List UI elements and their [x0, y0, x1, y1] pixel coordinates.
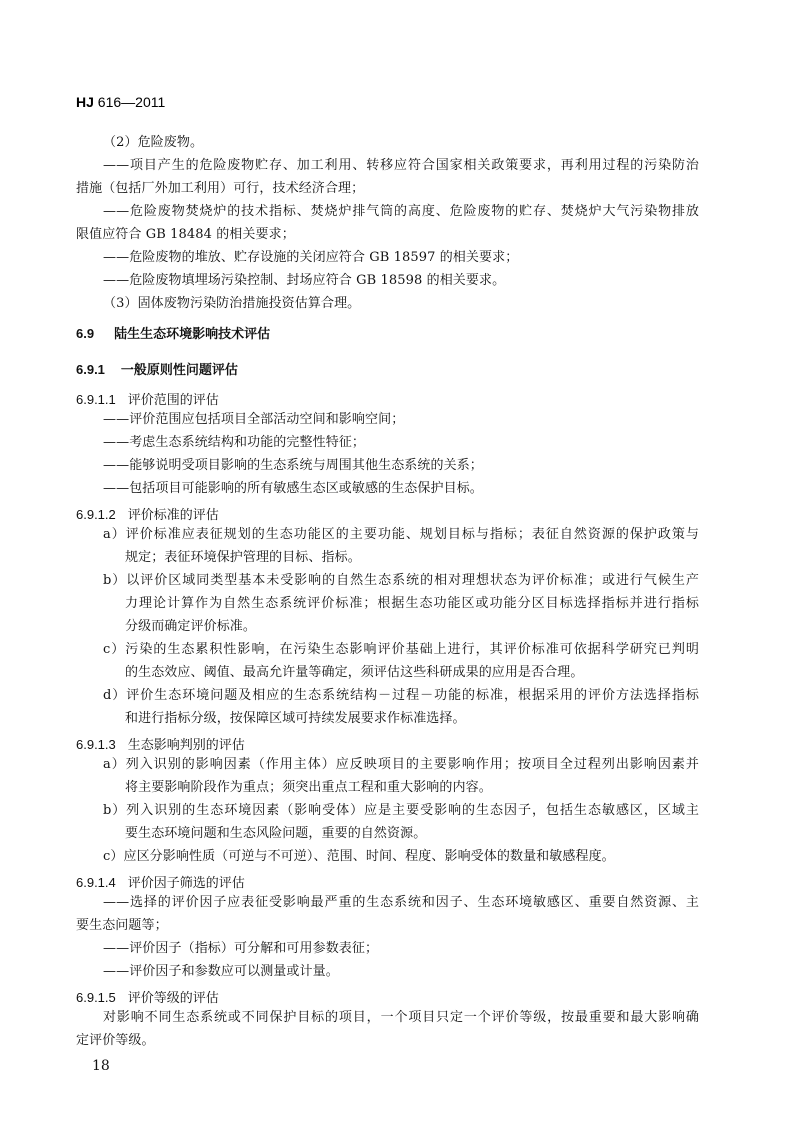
subsection-number: 6.9.1.4: [76, 875, 116, 890]
standard-prefix: HJ: [76, 94, 94, 110]
list-item: c）污染的生态累积性影响，在污染生态影响评价基础上进行，其评价标准可依据科学研究已判明: [103, 642, 699, 657]
list-item-continuation: 和进行指标分级，按保障区域可持续发展要求作标准选择。: [125, 711, 466, 726]
text-line: （2）危险废物。: [103, 135, 204, 150]
list-item: ——能够说明受项目影响的生态系统与周围其他生态系统的关系；: [103, 458, 483, 473]
list-item: ——评价因子和参数应可以测量或计量。: [103, 964, 339, 979]
section-heading-6-9: [76, 323, 270, 342]
list-item: ——考虑生态系统结构和功能的完整性特征；: [103, 435, 366, 450]
section-title: 一般原则性问题评估: [120, 362, 238, 377]
list-item-continuation: 要生态环境问题和生态风险问题，重要的自然资源。: [125, 826, 427, 841]
subsection-heading-6-9-1-2: [76, 504, 219, 523]
list-item-continuation: 要生态问题等；: [76, 918, 168, 933]
subsection-heading-6-9-1-1: [76, 389, 219, 408]
text-line: 限值应符合 GB 18484 的相关要求；: [76, 227, 295, 242]
text-line: ——危险废物填埋场污染控制、封场应符合 GB 18598 的相关要求。: [103, 273, 506, 288]
section-heading-6-9-1: [76, 359, 238, 378]
section-number: 6.9: [76, 326, 95, 341]
subsection-title: 生态影响判别的评估: [127, 738, 245, 753]
text-line: ——危险废物的堆放、贮存设施的关闭应符合 GB 18597 的相关要求；: [103, 250, 519, 265]
text-line: （3）固体废物污染防治措施投资估算合理。: [103, 296, 361, 311]
list-item: ——选择的评价因子应表征受影响最严重的生态系统和因子、生态环境敏感区、重要自然资源、主: [103, 895, 699, 910]
list-item-continuation: 将主要影响阶段作为重点；须突出重点工程和重大影响的内容。: [125, 780, 492, 795]
list-item-continuation: 规定；表征环境保护管理的目标、指标。: [125, 550, 361, 565]
list-item: a）评价标准应表征规划的生态功能区的主要功能、规划目标与指标；表征自然资源的保护政策与: [103, 527, 699, 542]
subsection-title: 评价标准的评估: [127, 508, 219, 523]
list-item: c）应区分影响性质（可逆与不可逆）、范围、时间、程度、影响受体的数量和敏感程度。: [103, 849, 615, 864]
page-number: 18: [92, 1058, 110, 1074]
subsection-number: 6.9.1.3: [76, 737, 116, 752]
subsection-title: 评价等级的评估: [127, 991, 219, 1006]
list-item: ——包括项目可能影响的所有敏感生态区或敏感的生态保护目标。: [103, 481, 483, 496]
list-item: b）列入识别的生态环境因素（影响受体）应是主要受影响的生态因子，包括生态敏感区，区域主: [103, 803, 699, 818]
list-item-continuation: 的生态效应、阈值、最高允许量等确定，须评估这些科研成果的应用是否合理。: [125, 665, 584, 680]
subsection-heading-6-9-1-3: [76, 734, 245, 753]
standard-number: 616—2011: [93, 94, 166, 110]
list-item: d）评价生态环境问题及相应的生态系统结构－过程－功能的标准，根据采用的评价方法选择指标: [103, 688, 699, 703]
list-item: b）以评价区域同类型基本未受影响的自然生态系统的相对理想状态为评价标准；或进行气候生产: [103, 573, 699, 588]
document-header: [76, 94, 165, 110]
paragraph-line: 对影响不同生态系统或不同保护目标的项目，一个项目只定一个评价等级，按最重要和最大影响确: [103, 1010, 699, 1025]
paragraph-line: 定评价等级。: [76, 1033, 155, 1048]
list-item: a）列入识别的影响因素（作用主体）应反映项目的主要影响作用；按项目全过程列出影响因素并: [103, 757, 699, 772]
section-number: 6.9.1: [76, 362, 105, 377]
subsection-heading-6-9-1-4: [76, 872, 245, 891]
list-item: ——评价范围应包括项目全部活动空间和影响空间；: [103, 412, 405, 427]
subsection-number: 6.9.1.2: [76, 507, 116, 522]
subsection-heading-6-9-1-5: [76, 987, 219, 1006]
list-item-continuation: 分级而确定评价标准。: [125, 619, 257, 634]
subsection-title: 评价因子筛选的评估: [127, 876, 245, 891]
subsection-title: 评价范围的评估: [127, 393, 219, 408]
section-title: 陆生生态环境影响技术评估: [114, 326, 271, 341]
list-item: ——评价因子（指标）可分解和可用参数表征；: [103, 941, 379, 956]
subsection-number: 6.9.1.1: [76, 392, 116, 407]
text-line: ——危险废物焚烧炉的技术指标、焚烧炉排气筒的高度、危险废物的贮存、焚烧炉大气污染物排放: [103, 204, 699, 219]
text-line: ——项目产生的危险废物贮存、加工利用、转移应符合国家相关政策要求，再利用过程的污染防治: [103, 158, 699, 173]
list-item-continuation: 力理论计算作为自然生态系统评价标准；根据生态功能区或功能分区目标选择指标并进行指标: [125, 596, 699, 611]
subsection-number: 6.9.1.5: [76, 990, 116, 1005]
text-line: 措施（包括厂外加工利用）可行，技术经济合理；: [76, 181, 365, 196]
